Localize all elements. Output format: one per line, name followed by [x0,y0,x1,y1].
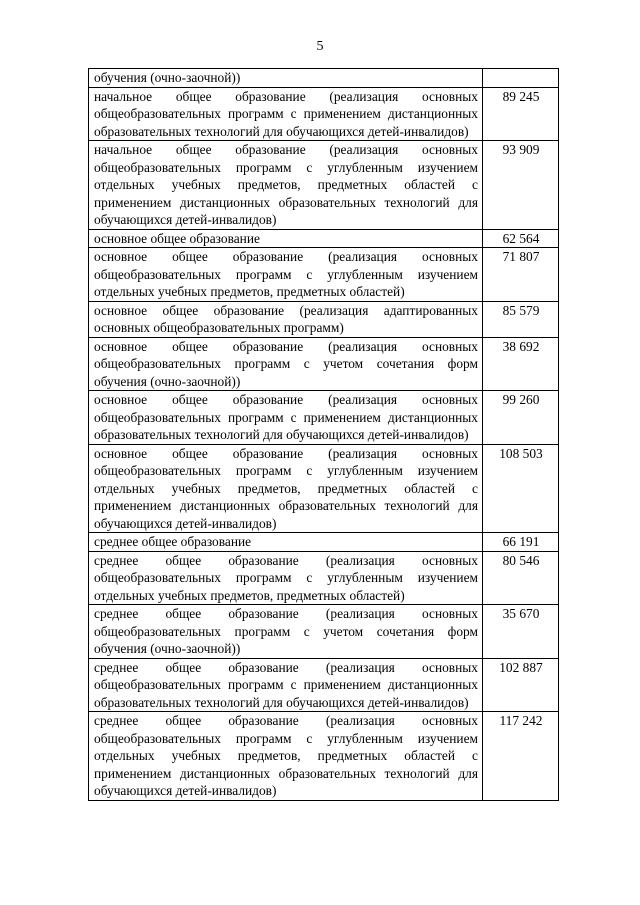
table-row [89,337,559,391]
table-cell-description: среднее общее образование (реализация основных общеобразовательных программ с углубленным изучением отдельных учебных предметов, предметных областей с применением дистанционных образовательных технологий для обучающихся детей-инвалидов) [89,712,483,801]
table-row [89,551,559,605]
table-cell-description: начальное общее образование (реализация основных общеобразовательных программ с углубленным изучением отдельных учебных предметов, предметных областей с применением дистанционных образовательных технологий для обучающихся детей-инвалидов) [89,141,483,230]
table-cell-description: основное общее образование [89,229,483,248]
table-row [89,229,559,248]
table-row [89,658,559,712]
table-cell-value: 66 191 [483,533,559,552]
table-cell-value [483,69,559,88]
table-cell-description: основное общее образование (реализация основных общеобразовательных программ с углубленным изучением отдельных учебных предметов, предметных областей с применением дистанционных образовательных технологий для обучающихся детей-инвалидов) [89,444,483,533]
table-cell-description: среднее общее образование [89,533,483,552]
table-cell-description: среднее общее образование (реализация основных общеобразовательных программ с применением дистанционных образовательных технологий для обучающихся детей-инвалидов) [89,658,483,712]
table-cell-value: 80 546 [483,551,559,605]
table-cell-description: начальное общее образование (реализация основных общеобразовательных программ с применением дистанционных образовательных технологий для обучающихся детей-инвалидов) [89,87,483,141]
data-table [88,68,559,801]
table-row [89,533,559,552]
table-row [89,391,559,445]
table-row [89,141,559,230]
table-cell-value: 71 807 [483,248,559,302]
table-cell-value: 85 579 [483,301,559,337]
table-cell-value: 99 260 [483,391,559,445]
table-cell-value: 38 692 [483,337,559,391]
table-cell-description: среднее общее образование (реализация основных общеобразовательных программ с учетом сочетания форм обучения (очно-заочной)) [89,605,483,659]
table-cell-value: 62 564 [483,229,559,248]
table-row [89,444,559,533]
table-cell-value: 93 909 [483,141,559,230]
table-cell-description: основное общее образование (реализация основных общеобразовательных программ с учетом сочетания форм обучения (очно-заочной)) [89,337,483,391]
table-cell-description: основное общее образование (реализация основных общеобразовательных программ с применением дистанционных образовательных технологий для обучающихся детей-инвалидов) [89,391,483,445]
table-row [89,248,559,302]
table-cell-description: основное общее образование (реализация адаптированных основных общеобразовательных программ) [89,301,483,337]
table-cell-description: основное общее образование (реализация основных общеобразовательных программ с углубленным изучением отдельных учебных предметов, предметных областей) [89,248,483,302]
table-cell-value: 89 245 [483,87,559,141]
table-cell-value: 117 242 [483,712,559,801]
table-cell-value: 35 670 [483,605,559,659]
page-number: 5 [316,39,324,54]
table-row [89,605,559,659]
table-cell-value: 108 503 [483,444,559,533]
table-row [89,87,559,141]
table-cell-description: обучения (очно-заочной)) [89,69,483,88]
table-row [89,69,559,88]
table-row [89,301,559,337]
table-cell-value: 102 887 [483,658,559,712]
table-row [89,712,559,801]
table-cell-description: среднее общее образование (реализация основных общеобразовательных программ с углубленным изучением отдельных учебных предметов, предметных областей) [89,551,483,605]
